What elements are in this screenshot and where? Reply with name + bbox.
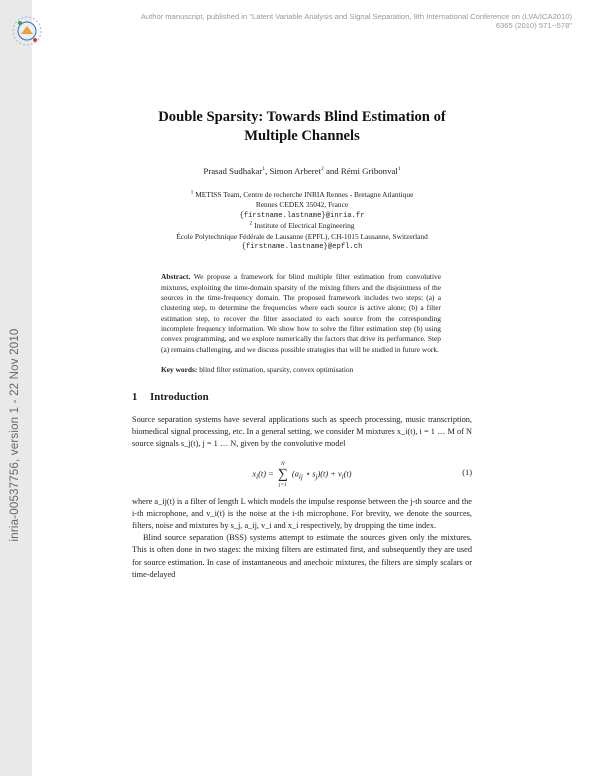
header-note-line2: 6365 (2010) 571--578"	[495, 21, 572, 30]
hal-archives-logo-icon	[10, 14, 44, 48]
header-note-line1: Author manuscript, published in "Latent Variable Analysis and Signal Separation, 9th International Conference on (LVA/ICA2010)	[140, 12, 572, 21]
archive-id-stamp: inria-00537756, version 1 - 22 Nov 2010	[9, 328, 21, 542]
author-name: Prasad Sudhakar	[203, 166, 263, 176]
title-line2: Multiple Channels	[244, 128, 360, 144]
paper-page	[132, 108, 472, 581]
author-list: Prasad Sudhakar$^1$, Simon Arberet$^2$ and Rémi Gribonval$^1$	[203, 166, 401, 176]
equation-number: (1)	[462, 468, 472, 478]
title-line1: Double Sparsity: Towards Blind Estimation of	[158, 109, 446, 125]
author-name: Simon Arberet	[269, 166, 322, 176]
keywords-label: Key words:	[161, 364, 198, 374]
publication-header-note	[52, 12, 572, 30]
abstract	[161, 272, 441, 354]
section-heading	[132, 390, 472, 404]
affiliation-line: METISS Team, Centre de recherche INRIA Rennes - Bretagne Atlantique	[195, 190, 414, 199]
affiliation-line: Rennes CEDEX 35042, France	[255, 200, 349, 210]
abstract-text: We propose a framework for blind multiple filter estimation from convolutive mixtures, exploiting the time-domain sparsity of the mixing filters and the disjointness of the sources in the time-frequency domain. The proposed framework includes two steps: (a) a clustering step, to determine the frequencies where each source is active alone; (b) a filter estimation step, to recover the filter associated to each source from the corresponding incomplete frequency information. We show how to solve the filter estimation step (b) using convex programming, and we explore numerically the factors that drive its performance. Step (a) remains challenging, and we discuss possible strategies that will be studied in future work.	[161, 272, 441, 354]
author-name: Rémi Gribonval	[340, 166, 398, 176]
abstract-label: Abstract.	[161, 272, 191, 282]
section-number: 1	[132, 390, 138, 403]
paragraph: where a_ij(t) is a filter of length L which models the impulse response between the j-th source and the i-th microphone, and v_i(t) is the noise at the i-th microphone. For brevity, we denote the sources, filters, noise and mixtures by s_j, a_ij, v_i and x_i respectively, by dropping the time index.	[132, 497, 472, 531]
affiliation-email: {firstname.lastname}@epfl.ch	[241, 243, 363, 252]
summation-symbol: N ∑ j=1	[277, 461, 288, 489]
paragraph: Blind source separation (BSS) systems attempt to estimate the sources given only the mixtures. This is often done in two stages: the mixing filters are estimated first, and subsequently they are used for source estimation. In case of instantaneous and anechoic mixtures, the filters are simply scalars or time-delayed	[132, 533, 472, 579]
affiliation-line: Institute of Electrical Engineering	[254, 221, 355, 231]
affiliation-email: {firstname.lastname}@inria.fr	[239, 211, 365, 220]
paper-title	[132, 108, 472, 146]
keywords-text: blind filter estimation, sparsity, convex optimisation	[199, 364, 354, 374]
equation	[132, 456, 472, 492]
equation-body: $x_i(t)$ = N ∑ j=1 ($a_{ij}$ ⋆ $s_j)(t) + v_i(t)$	[252, 461, 352, 489]
affiliation-line: École Polytechnique Fédérale de Lausanne (EPFL), CH-1015 Lausanne, Switzerland	[176, 231, 428, 241]
paragraph: Source separation systems have several applications such as speech processing, music transcription, biomedical signal processing, etc. In a general setting, we consider M mixtures x_i(t), i = 1 … M of N source signals s_j(t), j = 1 … N, given by the convolutive model	[132, 414, 472, 448]
keywords	[161, 365, 441, 375]
affiliations: $^1$ METISS Team, Centre de recherche INRIA Rennes - Bretagne Atlantique Rennes CEDEX 35042, France {firstname.lastname}@inria.fr $^2$ Institute of Electrical Engineering École Polytechnique Fédérale de Lausanne (EPFL), CH-1015 Lausanne, Switzerland {firstname.lastname}@epfl.ch	[132, 190, 472, 252]
section-title: Introduction	[150, 390, 209, 403]
